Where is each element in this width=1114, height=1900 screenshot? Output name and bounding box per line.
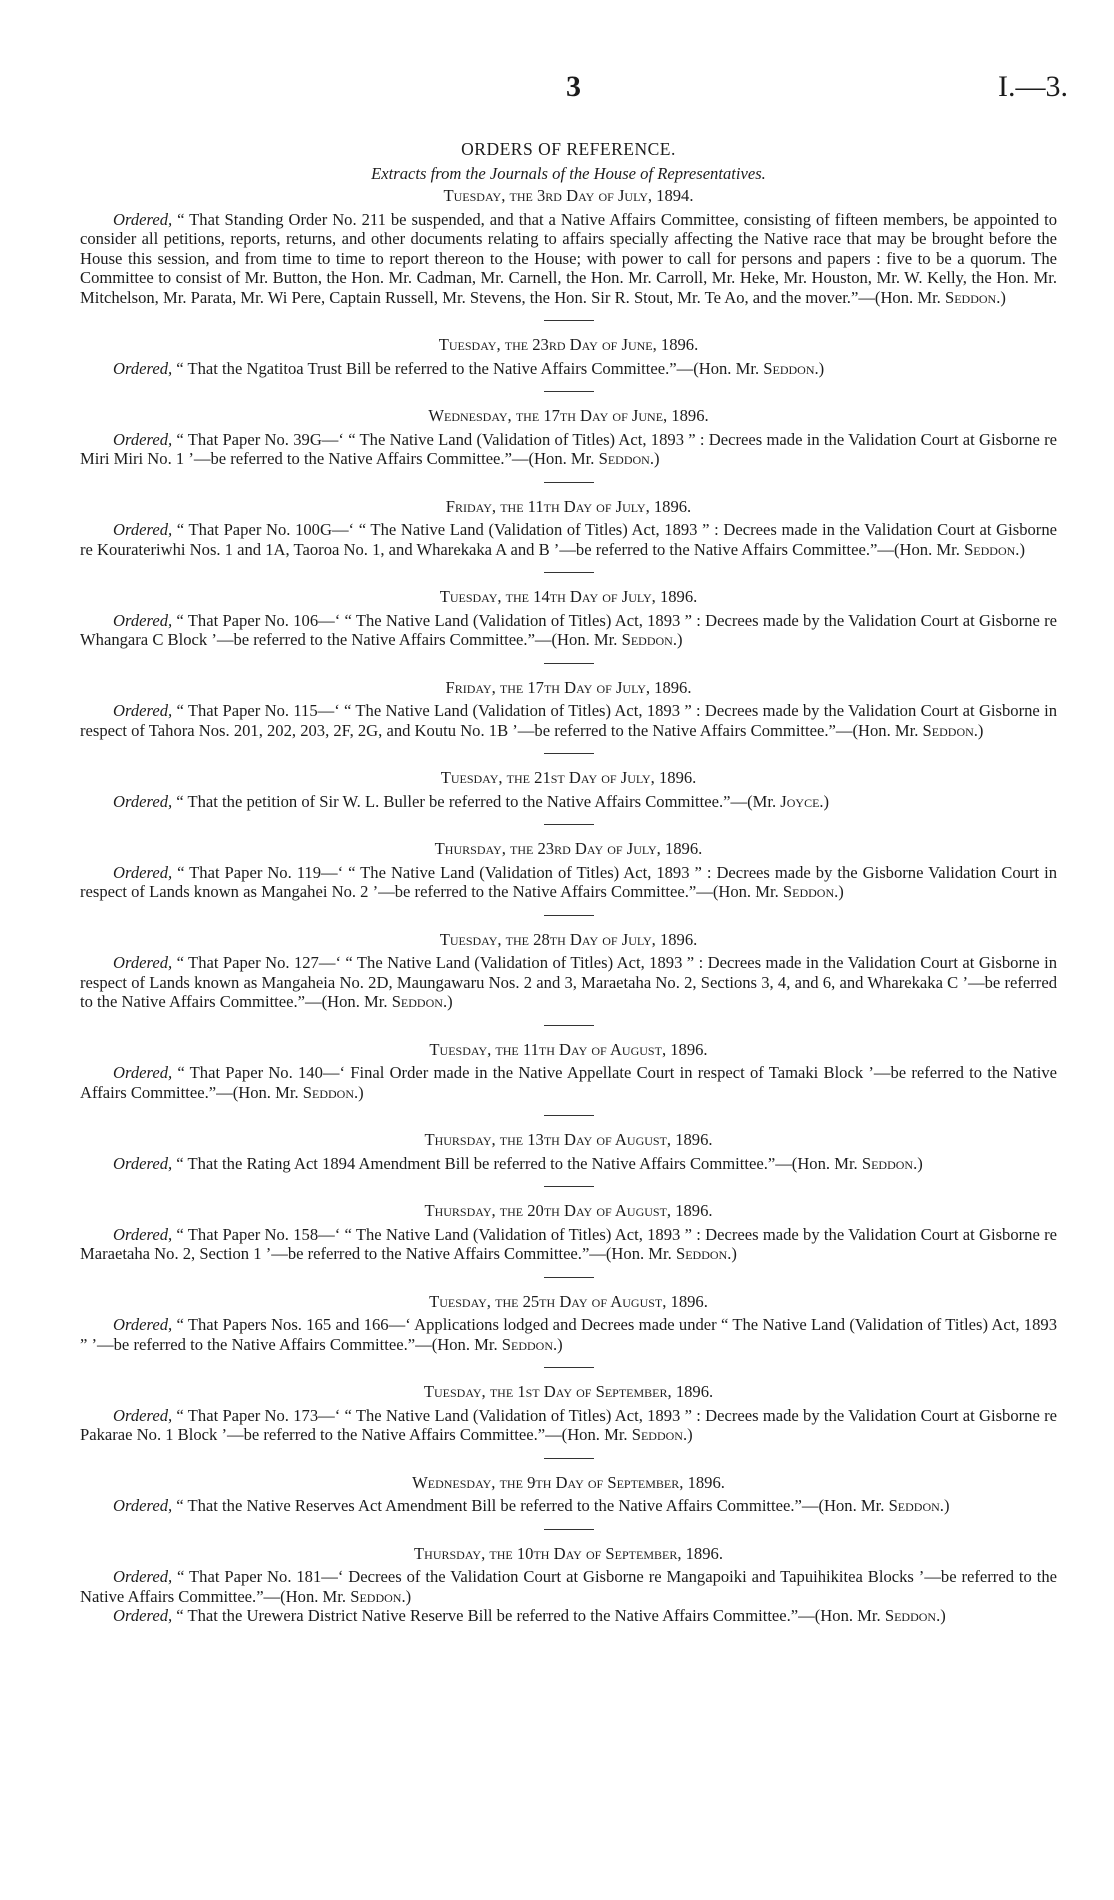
order-entry (80, 186, 1057, 307)
order-entry (80, 497, 1057, 560)
order-text: “ That the Rating Act 1894 Amendment Bill be referred to the Native Affairs Committee.”—(Hon. Mr. (172, 1153, 862, 1173)
ordered-label: Ordered, (113, 1567, 173, 1586)
order-entry (80, 1473, 1057, 1516)
order-paragraph (80, 359, 1057, 379)
order-text: “ That Paper No. 100G—‘ “ The Native Land (Validation of Titles) Act, 1893 ” : Decrees made in the Validation Court at Gisborne re Kourateriwhi Nos. 1 and 1A, Taoroa No. 1, and Wharekaka A and B ’—be referred to the Native Affairs Committee.”—(Hon. Mr. (80, 520, 1057, 559)
mover-name: Seddon (598, 449, 650, 468)
mover-name: Seddon (964, 539, 1016, 559)
ordered-label: Ordered, (113, 701, 173, 720)
order-entry (80, 406, 1057, 469)
mover-name: Seddon (675, 1244, 728, 1263)
order-text-end: .) (401, 1586, 412, 1606)
order-entry (80, 335, 1057, 378)
order-entry (80, 1544, 1057, 1626)
separator-rule (544, 391, 594, 392)
order-text-end: .) (649, 449, 660, 468)
ordered-label: Ordered, (113, 1405, 173, 1425)
separator-rule (544, 663, 594, 664)
entry-date: Tuesday, the 3rd Day of July, 1894. (443, 186, 694, 205)
order-paragraph (80, 1567, 1057, 1606)
mover-name: Seddon (884, 1606, 937, 1625)
mover-name: Seddon (861, 1153, 914, 1173)
order-text-end: .) (814, 358, 825, 378)
separator-rule (544, 482, 594, 483)
order-entry (80, 768, 1057, 811)
order-text: “ That the Urewera District Native Reserve Bill be referred to the Native Affairs Committee.”—(Hon. Mr. (172, 1606, 885, 1625)
document-reference: I.—3. (998, 70, 1068, 103)
ordered-label: Ordered, (113, 1063, 173, 1082)
order-entry (80, 1382, 1057, 1445)
order-paragraph (80, 1606, 1057, 1626)
order-text: “ That Paper No. 158—‘ “ The Native Land (Validation of Titles) Act, 1893 ” : Decrees made by the Validation Court at Gisborne re Maraetaha No. 2, Section 1 ’—be referred to the Native Affairs Committee.”—(Hon. Mr. (80, 1224, 1057, 1263)
order-text: “ That Papers Nos. 165 and 166—‘ Applications lodged and Decrees made under “ The Native Land (Validation of Titles) Act, 1893 ” ’—be referred to the Native Affairs Committee.”—(Hon. Mr. (80, 1315, 1057, 1354)
entry-date: Tuesday, the 21st Day of July, 1896. (440, 768, 697, 787)
page-number: 3 (566, 70, 581, 103)
order-text: “ That Paper No. 127—‘ “ The Native Land (Validation of Titles) Act, 1893 ” : Decrees made in the Validation Court at Gisborne in respect of Lands known as Mangaheia No. 2D, Maungawaru Nos. 2 and 3, Maraetaha No. 2, Sections 3, 4, and 6, and Wharekaka C ’—be referred to the Native Affairs Committee.”—(Hon. Mr. (80, 953, 1057, 1011)
order-text: “ That Paper No. 119—‘ “ The Native Land (Validation of Titles) Act, 1893 ” : Decrees made by the Gisborne Validation Court in respect of Lands known as Mangahei No. 2 ’—be referred to the Native Affairs Committee.”—(Hon. Mr. (80, 862, 1057, 901)
order-text: “ That Paper No. 140—‘ Final Order made in the Native Appellate Court in respect of Tamaki Block ’—be referred to the Native Affairs Committee.”—(Hon. Mr. (80, 1063, 1057, 1102)
order-entry (80, 1130, 1057, 1173)
ordered-label: Ordered, (113, 209, 173, 229)
order-paragraph (80, 611, 1057, 650)
separator-rule (544, 1115, 594, 1116)
entry-date: Tuesday, the 1st Day of September, 1896. (423, 1382, 714, 1401)
order-paragraph (80, 863, 1057, 902)
entry-date: Tuesday, the 28th Day of July, 1896. (439, 929, 698, 949)
order-text-end: .) (682, 1425, 693, 1444)
entry-date: Friday, the 11th Day of July, 1896. (445, 496, 692, 516)
ordered-label: Ordered, (113, 1224, 173, 1244)
order-text-end: .) (819, 791, 830, 811)
mover-name: Seddon (922, 720, 974, 740)
order-text-end: .) (996, 287, 1006, 307)
order-paragraph (80, 792, 1057, 812)
order-text: “ That Paper No. 115—‘ “ The Native Land (Validation of Titles) Act, 1893 ” : Decrees made by the Validation Court at Gisborne in respect of Tahora Nos. 201, 202, 203, 2F, 2G, and Koutu No. 1B ’—be referred to the Native Affairs Committee.”—(Hon. Mr. (80, 701, 1057, 740)
entry-date: Tuesday, the 14th Day of July, 1896. (439, 587, 698, 606)
entry-date: Wednesday, the 9th Day of September, 1896. (412, 1472, 725, 1492)
order-text-end: .) (672, 630, 683, 649)
order-paragraph (80, 1225, 1057, 1264)
order-text: “ That Standing Order No. 211 be suspended, and that a Native Affairs Committee, consisting of fifteen members, be appointed to consider all petitions, reports, returns, and other documents relating to affairs specially affecting the Native race that may be brought before the House this session, and from time to time to report thereon to the House; with power to call for persons and papers : five to be a quorum. The Committee to consist of Mr. Button, the Hon. Mr. Cadman, Mr. Carnell, the Hon. Mr. Carroll, Mr. Heke, Mr. Houston, Mr. W. Kelly, the Hon. Mr. Mitchelson, Mr. Parata, Mr. Wi Pere, Captain Russell, Mr. Stevens, the Hon. Sir R. Stout, Mr. Te Ao, and the mover.”—(Hon. Mr. (80, 209, 1057, 307)
order-entry (80, 1040, 1057, 1103)
order-text-end: .) (939, 1496, 950, 1515)
separator-rule (544, 1367, 594, 1368)
ordered-label: Ordered, (113, 1606, 173, 1625)
ordered-label: Ordered, (113, 610, 173, 630)
section-subheading: Extracts from the Journals of the House of Representatives. (371, 163, 766, 183)
order-text: “ That the Native Reserves Act Amendment Bill be referred to the Native Affairs Committee.”—(Hon. Mr. (172, 1496, 889, 1515)
order-entry (80, 839, 1057, 902)
order-text-end: .) (913, 1153, 923, 1173)
order-text: “ That Paper No. 181—‘ Decrees of the Validation Court at Gisborne re Mangapoiki and Tapuihikitea Blocks ’—be referred to the Native Affairs Committee.”—(Hon. Mr. (80, 1567, 1057, 1606)
ordered-label: Ordered, (113, 429, 173, 449)
order-entry (80, 930, 1057, 1012)
separator-rule (544, 1277, 594, 1278)
order-paragraph (80, 520, 1057, 559)
entry-date: Friday, the 17th Day of July, 1896. (445, 677, 692, 697)
mover-name: Seddon (621, 630, 673, 649)
separator-rule (544, 753, 594, 754)
entry-date: Thursday, the 13th Day of August, 1896. (424, 1130, 713, 1149)
mover-name: Joyce (780, 791, 820, 811)
separator-rule (544, 320, 594, 321)
order-paragraph (80, 430, 1057, 469)
mover-name: Seddon (782, 882, 835, 901)
separator-rule (544, 1458, 594, 1459)
mover-name: Seddon (501, 1334, 554, 1354)
order-text: “ That Paper No. 173—‘ “ The Native Land (Validation of Titles) Act, 1893 ” : Decrees made by the Validation Court at Gisborne re Pakarae No. 1 Block ’—be referred to the Native Affairs Committee.”—(Hon. Mr. (80, 1405, 1057, 1444)
mover-name: Seddon (888, 1496, 940, 1515)
entry-date: Tuesday, the 23rd Day of June, 1896. (438, 335, 699, 354)
ordered-label: Ordered, (113, 358, 173, 378)
entry-date: Thursday, the 10th Day of September, 1896. (414, 1543, 723, 1563)
order-paragraph (80, 1315, 1057, 1354)
order-text-end: .) (553, 1334, 563, 1354)
order-text-end: .) (936, 1606, 946, 1625)
order-text-end: .) (727, 1244, 737, 1263)
separator-rule (544, 1186, 594, 1187)
entry-date: Tuesday, the 25th Day of August, 1896. (429, 1291, 708, 1311)
order-paragraph (80, 1063, 1057, 1102)
order-paragraph (80, 701, 1057, 740)
order-entry (80, 1201, 1057, 1264)
order-text-end: .) (1015, 539, 1025, 559)
order-text-end: .) (354, 1082, 364, 1102)
separator-rule (544, 824, 594, 825)
mover-name: Seddon (631, 1425, 683, 1444)
order-entry (80, 1292, 1057, 1355)
order-text: “ That the petition of Sir W. L. Buller be referred to the Native Affairs Committee.”—(Mr. (172, 791, 781, 811)
mover-name: Seddon (302, 1082, 354, 1102)
order-paragraph (80, 1406, 1057, 1445)
entry-date: Tuesday, the 11th Day of August, 1896. (429, 1039, 708, 1059)
entry-date: Wednesday, the 17th Day of June, 1896. (428, 406, 709, 425)
ordered-label: Ordered, (113, 791, 173, 811)
order-text: “ That Paper No. 106—‘ “ The Native Land (Validation of Titles) Act, 1893 ” : Decrees made by the Validation Court at Gisborne re Whangara C Block ’—be referred to the Native Affairs Committee.”—(Hon. Mr. (80, 610, 1057, 649)
order-entry (80, 678, 1057, 741)
separator-rule (544, 915, 594, 916)
ordered-label: Ordered, (113, 862, 173, 882)
entries-list (80, 186, 1057, 1626)
mover-name: Seddon (350, 1586, 402, 1606)
ordered-label: Ordered, (113, 1153, 173, 1173)
ordered-label: Ordered, (113, 1315, 173, 1334)
order-text: “ That the Ngatitoa Trust Bill be referred to the Native Affairs Committee.”—(Hon. Mr. (172, 358, 764, 378)
separator-rule (544, 572, 594, 573)
order-text-end: .) (834, 882, 844, 901)
order-text-end: .) (973, 720, 984, 740)
order-paragraph (80, 1496, 1057, 1516)
order-paragraph (80, 953, 1057, 1012)
mover-name: Seddon (944, 287, 997, 307)
separator-rule (544, 1025, 594, 1026)
separator-rule (544, 1529, 594, 1530)
entry-date: Thursday, the 20th Day of August, 1896. (424, 1201, 713, 1220)
section-heading: ORDERS OF REFERENCE. (461, 139, 676, 159)
ordered-label: Ordered, (113, 520, 173, 539)
mover-name: Seddon (391, 992, 443, 1011)
order-text: “ That Paper No. 39G—‘ “ The Native Land (Validation of Titles) Act, 1893 ” : Decrees made in the Validation Court at Gisborne re Miri Miri No. 1 ’—be referred to the Native Affairs Committee.”—(Hon. Mr. (80, 429, 1057, 468)
ordered-label: Ordered, (113, 1496, 173, 1515)
entry-date: Thursday, the 23rd Day of July, 1896. (434, 839, 703, 858)
order-entry (80, 587, 1057, 650)
ordered-label: Ordered, (113, 953, 173, 972)
order-paragraph (80, 1154, 1057, 1174)
orders-of-reference (80, 140, 1057, 1626)
order-paragraph (80, 210, 1057, 308)
order-text-end: .) (442, 992, 453, 1011)
mover-name: Seddon (763, 358, 815, 378)
